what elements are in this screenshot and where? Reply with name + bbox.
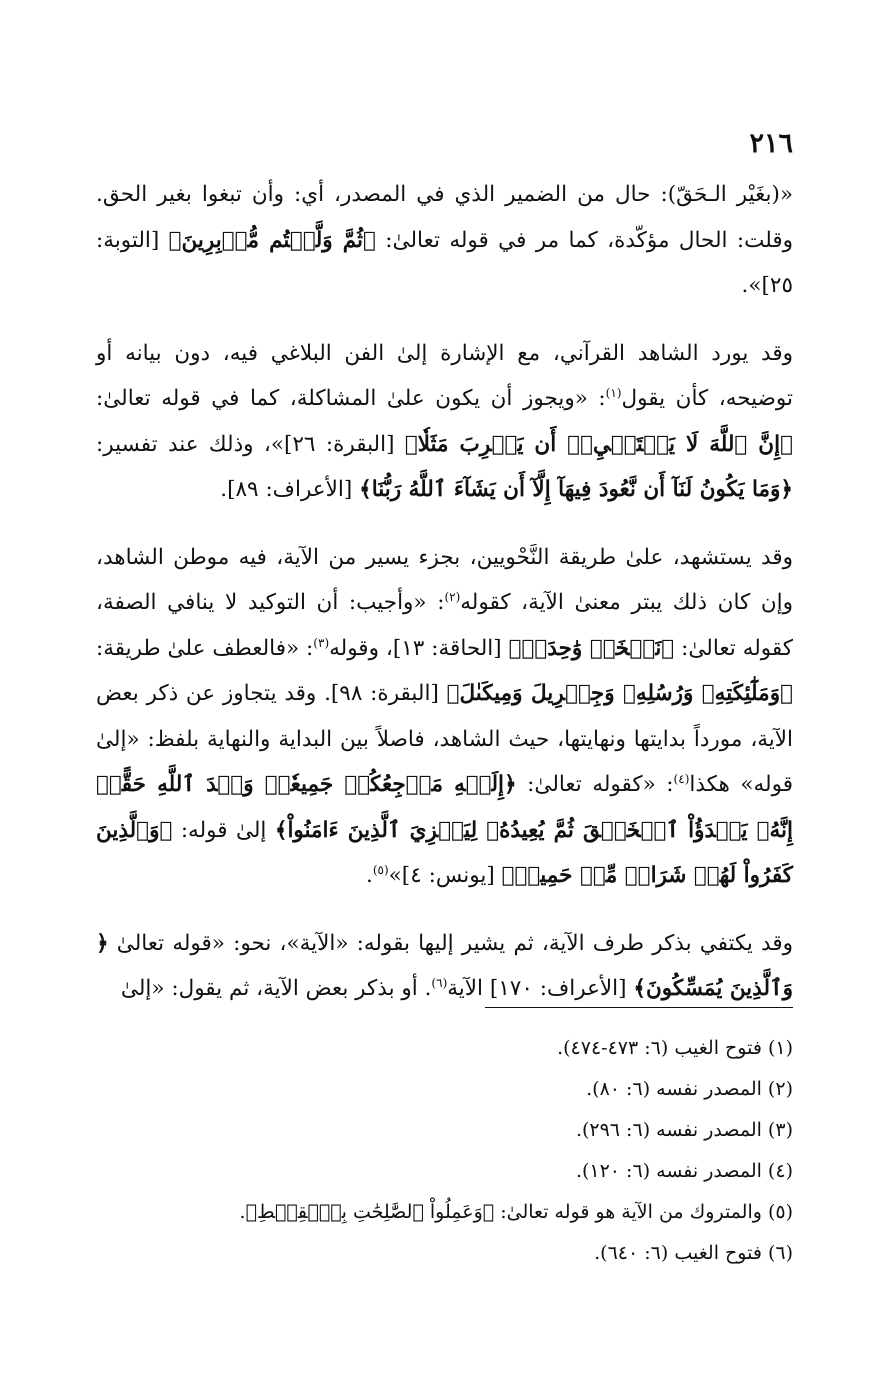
footnote: (٢) المصدر نفسه (٦: ٨٠). (586, 1078, 793, 1100)
text-run: وقد يورد الشاهد القرآني، مع الإشارة إلىٰ الفن البلاغي فيه، دون بيانه أو توضيحه، كأن يقول (96, 340, 793, 411)
paragraph (96, 331, 793, 513)
quran-verse: ﴿وَٱلَّذِينَ كَفَرُواْ لَهُمۡ شَرَابٞ مِّنۡ حَمِيمٖ﴾ (96, 817, 793, 888)
quran-verse: ﴿إِنَّ ٱللَّهَ لَا يَسۡتَحۡيِۦٓ أَن يَضۡرِبَ مَثَلٗا﴾ (404, 431, 793, 457)
paragraph (96, 535, 793, 899)
quran-verse: ﴿وَمَلَٰٓئِكَتِهِۦ وَرُسُلِهِۦ وَجِبۡرِيلَ وَمِيكَىٰلَ﴾ (446, 681, 793, 706)
text-run: [الأعراف: ٨٩]. (220, 477, 360, 502)
quran-verse: ﴿ وَٱلَّذِينَ يُمَسِّكُونَ﴾ (96, 930, 793, 1001)
text-run: . أو بذكر بعض الآية، ثم يقول: «إلىٰ (120, 976, 432, 1001)
footnote-marker: (٣) (313, 635, 330, 650)
text-run: [البقرة: ٢٦]»، وذلك عند تفسير: (96, 431, 405, 457)
text-run: [التوبة: ٢٥]». (96, 227, 793, 298)
text-run: [يونس: ٤]» (388, 863, 502, 888)
quran-verse: ﴿نَفۡخَةٞ وَٰحِدَةٞ﴾ (508, 635, 675, 661)
footnotes (96, 1028, 793, 1274)
footnote-marker: (٦) (431, 975, 448, 990)
text-run: . (365, 863, 373, 888)
footnote: (٦) فتوح الغيب (٦: ٦٤٠). (594, 1242, 793, 1264)
text-run: : «ويجوز أن يكون علىٰ المشاكلة، كما في قوله تعالىٰ: (96, 386, 606, 411)
text-run: : «فالعطف علىٰ طريقة: (96, 635, 314, 661)
text-run: [الحاقة: ١٣]، وقوله (329, 635, 509, 661)
text-run: [البقرة: ٩٨]. وقد يتجاوز عن ذكر بعض الآية، مورداً بدايتها ونهايتها، حيث الشاهد، فاصلاً بين البداية والنهاية بلفظ: «إلىٰ قوله» هكذا (96, 681, 793, 797)
page-number: ٢١٦ (749, 128, 793, 159)
text-run: : «وأجيب: أن التوكيد لا ينافي الصفة، كقوله تعالىٰ: (96, 590, 793, 661)
text-run: إلىٰ قوله: (172, 817, 275, 843)
footnote: (٣) المصدر نفسه (٦: ٢٩٦). (575, 1119, 793, 1141)
text-run: «(بغَيْر الـحَقّ): حال من الضمير الذي في المصدر، أي: وأن تبغوا بغير الحق. وقلت: الحال مؤكّدة، كما مر في قوله تعالىٰ: (96, 182, 793, 253)
text-run: : «كقوله تعالىٰ: (516, 772, 674, 797)
main-text (96, 172, 793, 1034)
footnote-separator (485, 1007, 793, 1008)
footnote: (٥) والمتروك من الآية هو قوله تعالىٰ: ﴿وَعَمِلُواْ ٱلصَّٰلِحَٰتِ بِٱلۡقِسۡطِ﴾. (239, 1201, 793, 1223)
text-run: وقد يستشهد، علىٰ طريقة النَّحْويين، بجزء يسير من الآية، فيه موطن الشاهد، وإن كان ذلك يبتر معنىٰ الآية، كقوله (96, 544, 793, 615)
text-run: وقد يكتفي بذكر طرف الآية، ثم يشير إليها بقوله: «الآية»، نحو: «قوله تعالىٰ (108, 930, 793, 956)
footnote-marker: (٤) (673, 771, 690, 786)
footnote-marker: (٢) (444, 589, 461, 604)
quran-verse: ﴿إِلَيۡهِ مَرۡجِعُكُمۡ جَمِيعٗاۖ وَعۡدَ ٱللَّهِ حَقًّاۚ إِنَّهُۥ يَبۡدَؤُاْ ٱلۡخَلۡقَ ثُمَّ يُعِيدُهُۥ لِيَجۡزِيَ ٱلَّذِينَ ءَامَنُواْ﴾ (96, 772, 794, 843)
footnote: (١) فتوح الغيب (٦: ٤٧٣-٤٧٤). (557, 1037, 793, 1059)
paragraph (96, 172, 793, 309)
paragraph (96, 921, 793, 1012)
footnote-marker: (٥) (372, 862, 389, 877)
text-run: [الأعراف: ١٧٠] الآية (447, 976, 634, 1001)
quran-verse: ﴿وَمَا يَكُونُ لَنَآ أَن نَّعُودَ فِيهَآ إِلَّآ أَن يَشَآءَ ٱللَّهُ رَبُّنَا﴾ (359, 477, 793, 502)
footnote: (٤) المصدر نفسه (٦: ١٢٠). (575, 1160, 793, 1182)
footnote-marker: (١) (605, 385, 622, 400)
quran-verse: ﴿ثُمَّ وَلَّيۡتُم مُّدۡبِرِينَ﴾ (168, 227, 376, 253)
